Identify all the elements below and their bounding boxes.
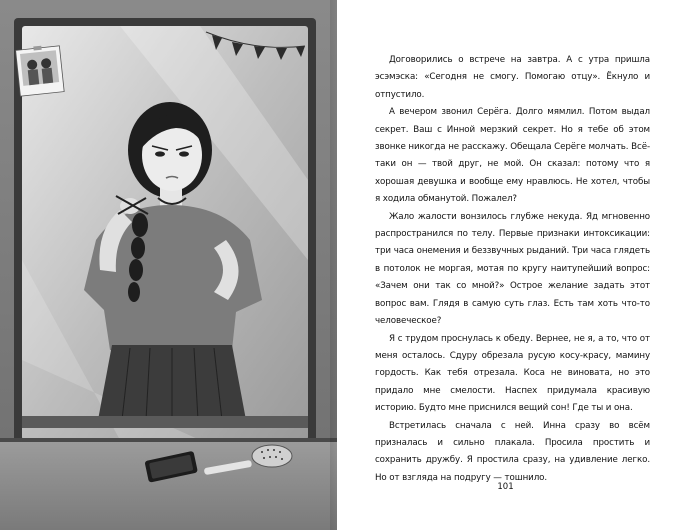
paragraph: Встретилась сначала с ней. Инна сразу во всём призналась и сильно плакала. Просила простить и сохранить дружбу. Я простила сразу, на удивление легко. Но от взгляда на подругу — тошнило. (375, 420, 650, 483)
paragraph: Договорились о встрече на завтра. А с утра пришла эсэмэска: «Сегодня не смогу. Помогаю отцу». Ёкнуло и отпустило. (375, 55, 650, 100)
text-page (337, 0, 674, 530)
page-number: 101 (497, 482, 514, 492)
paragraph: А вечером звонил Серёга. Долго мямлил. Потом выдал секрет. Ваш с Инной мерзкий секрет. Но я тебе об этом звонке никогда не расскажу. Обещала Серёге молчать. Всё-таки он — твой друг, не мой. Он сказал: потому что я хорошая девушка и вообще ему нравлюсь. Не хотел, чтобы я ходила обманутой. Пожалел? (375, 107, 650, 205)
body-text (375, 52, 650, 487)
photo-icon (15, 44, 64, 96)
paragraph: Я с трудом проснулась к обеду. Вернее, не я, а то, что от меня осталось. Сдуру обрезала русую косу-красу, мамину гордость. Как тебя отрезала. Коса не виновата, но это придало мне смелости. Наспех придумала красивую историю. Будто мне приснился вещий сон! Где ты и она. (375, 333, 650, 414)
paragraph: Жало жалости вонзилось глубже некуда. Яд мгновенно распространился по телу. Первые признаки интоксикации: три часа онемения и беззвучных рыданий. Три часа глядеть в потолок не моргая, мотая по кругу наитупейший вопрос: «Зачем они так со мной?» Острое желание задать этот вопрос вам. Глядя в самую суть глаз. Есть там хоть что-то человеческое? (375, 211, 650, 327)
